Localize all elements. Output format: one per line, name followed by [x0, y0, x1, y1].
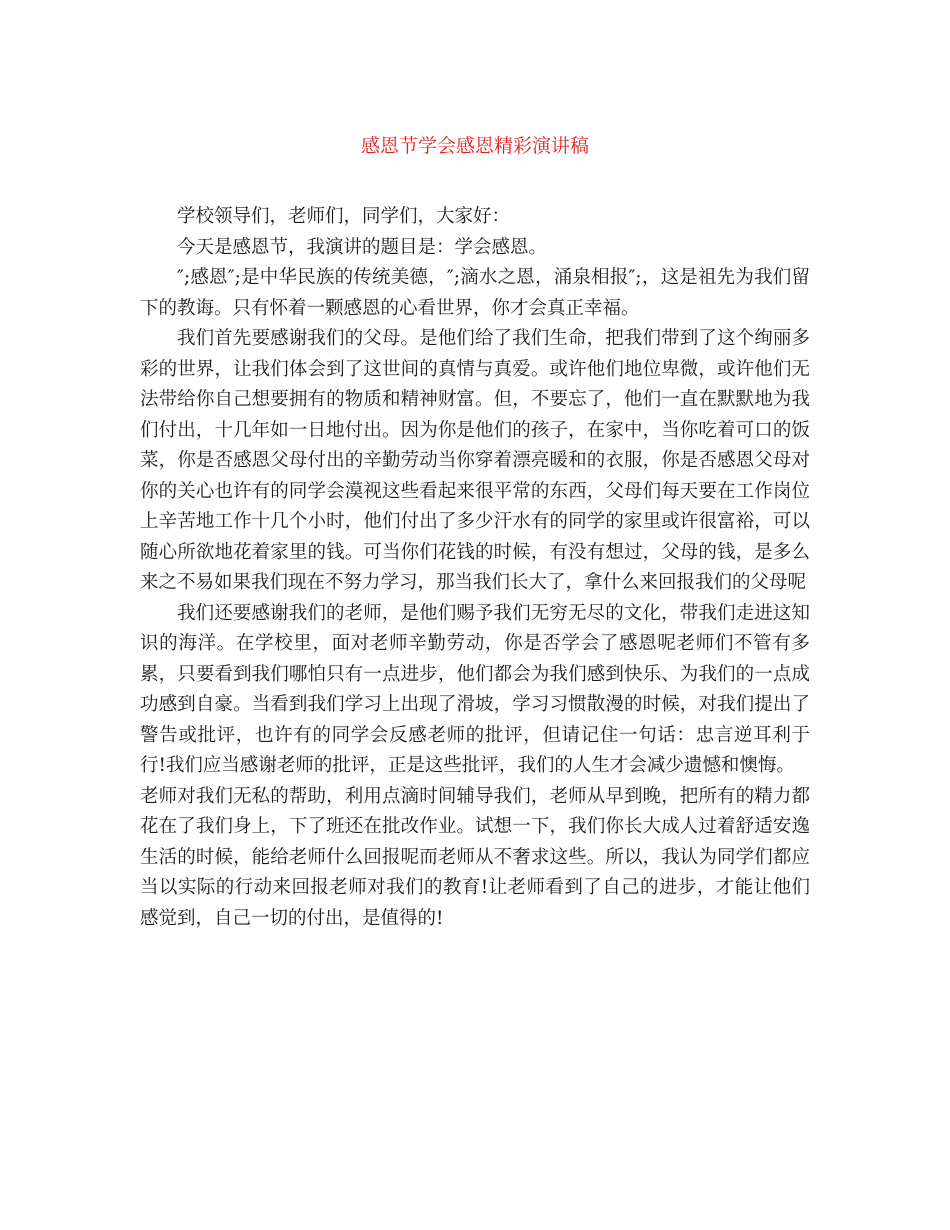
paragraph-teachers-help: 老师对我们无私的帮助，利用点滴时间辅导我们，老师从早到晚，把所有的精力都花在了我们身上，下了班还在批改作业。试想一下，我们你长大成人过着舒适安逸生活的时候，能给老师什么回报呢而老师从不奢求这些。所以，我认为同学们都应当以实际的行动来回报老师对我们的教育!让老师看到了自己的进步，才能让他们感觉到，自己一切的付出，是值得的!	[140, 785, 810, 929]
paragraph-greeting: 学校领导们，老师们，同学们，大家好：	[177, 206, 511, 227]
paragraph-topic: 今天是感恩节，我演讲的题目是：学会感恩。	[177, 236, 548, 258]
document-title: 感恩节学会感恩精彩演讲稿	[360, 135, 589, 157]
paragraph-gratitude-virtue: ″;感恩″;是中华民族的传统美德，″;滴水之恩，涌泉相报″;，这是祖先为我们留下的教诲。只有怀着一颗感恩的心看世界，你才会真正幸福。	[140, 267, 810, 319]
paragraph-thank-teachers: 我们还要感谢我们的老师，是他们赐予我们无穷无尽的文化，带我们走进这知识的海洋。在学校里，面对老师辛勤劳动，你是否学会了感恩呢老师们不管有多累，只要看到我们哪怕只有一点进步，他们都会为我们感到快乐、为我们的一点成功感到自豪。当看到我们学习上出现了滑坡，学习习惯散漫的时候，对我们提出了警告或批评，也许有的同学会反感老师的批评，但请记住一句话：忠言逆耳利于行!我们应当感谢老师的批评，正是这些批评，我们的人生才会减少遗憾和懊悔。	[140, 602, 810, 776]
paragraph-thank-parents: 我们首先要感谢我们的父母。是他们给了我们生命，把我们带到了这个绚丽多彩的世界，让我们体会到了这世间的真情与真爱。或许他们地位卑微，或许他们无法带给你自己想要拥有的物质和精神财富。但，不要忘了，他们一直在默默地为我们付出，十几年如一日地付出。因为你是他们的孩子，在家中，当你吃着可口的饭菜，你是否感恩父母付出的辛勤劳动当你穿着漂亮暖和的衣服，你是否感恩父母对你的关心也许有的同学会漠视这些看起来很平常的东西，父母们每天要在工作岗位上辛苦地工作十几个小时，他们付出了多少汗水有的同学的家里或许很富裕，可以随心所欲地花着家里的钱。可当你们花钱的时候，有没有想过，父母的钱，是多么来之不易如果我们现在不努力学习，那当我们长大了，拿什么来回报我们的父母呢	[140, 328, 810, 593]
document-body	[140, 202, 810, 934]
